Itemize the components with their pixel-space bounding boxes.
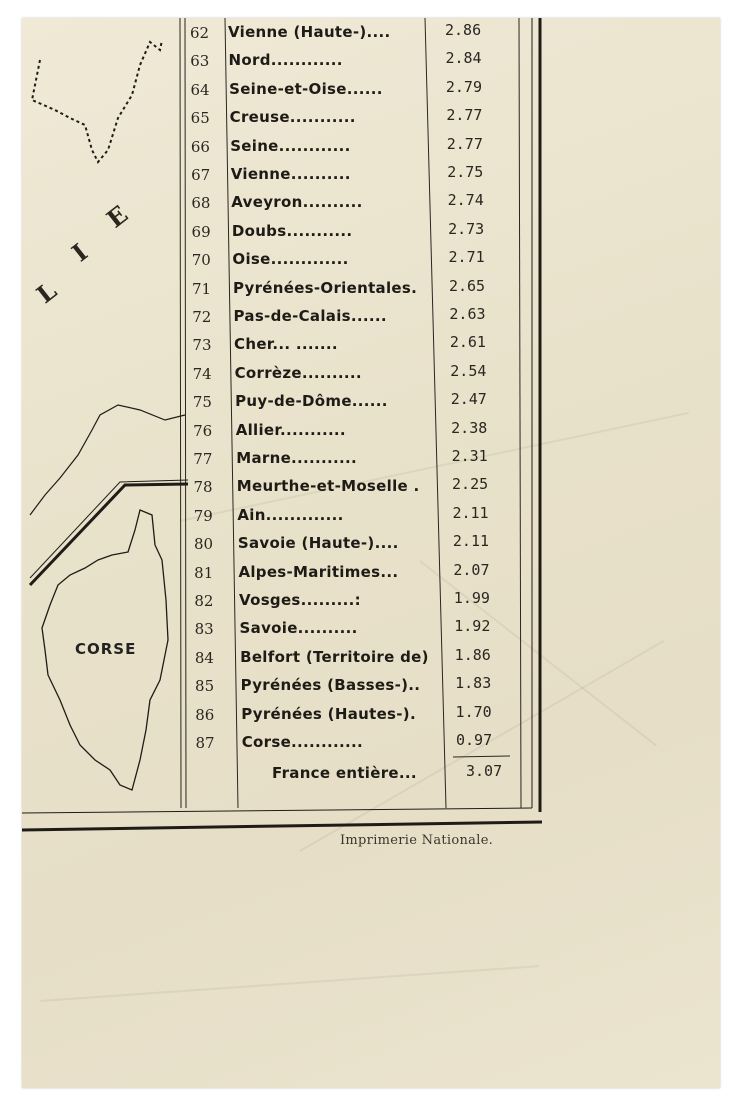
row-value: 2.47 [450,390,487,409]
row-value: 2.54 [450,361,487,380]
row-department-name: Allier........... [235,420,346,439]
row-value: 0.97 [456,731,493,749]
row-department-name: Vienne.......... [230,165,351,183]
row-rank: 67 [191,166,211,184]
row-department-name: Pyrénées (Hautes-). [241,704,416,723]
row-department-name: Doubs........... [231,221,353,240]
row-rank: 71 [191,279,212,298]
row-department-name: Aveyron.......... [231,193,363,212]
row-rank: 76 [193,421,213,440]
row-department-name: Oise............. [232,250,349,269]
row-rank: 82 [194,592,214,610]
row-value: 2.61 [449,333,486,352]
row-department-name: Pyrénées (Basses-).. [240,676,421,695]
row-rank: 80 [193,535,214,554]
row-department-name: Savoie.......... [239,619,358,638]
row-department-name: Nord............ [228,51,343,70]
row-value: 2.79 [445,77,482,96]
row-value: 1.86 [454,645,491,664]
row-department-name: Seine-et-Oise...... [229,79,383,98]
row-rank: 64 [190,80,210,99]
row-value: 1.83 [455,674,492,693]
row-value: 1.92 [454,617,491,636]
total-value: 3.07 [466,762,503,780]
row-value: 2.11 [452,532,490,551]
row-value: 2.63 [449,305,486,323]
map-label-italie-letter: I [66,237,93,268]
row-value: 2.86 [445,21,482,39]
row-department-name: Savoie (Haute-).... [237,534,399,553]
row-department-name: Pyrénées-Orientales. [232,278,418,297]
row-value: 2.74 [447,191,484,210]
row-value: 1.70 [455,702,492,721]
map-label-corse: CORSE [75,640,137,658]
row-department-name: Pas-de-Calais...... [233,307,387,325]
row-rank: 70 [191,251,211,270]
row-department-name: Marne........... [236,449,358,467]
row-department-name: Corse............ [241,733,364,751]
row-value: 2.73 [448,219,485,238]
row-rank: 85 [195,677,215,696]
total-label: France entière... [272,764,417,782]
row-department-name: Creuse........... [229,108,356,127]
row-value: 2.75 [447,163,484,181]
row-value: 2.77 [446,106,483,125]
row-department-name: Vosges.........: [239,591,361,609]
row-department-name: Ain............. [237,505,344,524]
row-value: 2.38 [451,418,488,437]
row-department-name: Alpes-Maritimes... [238,562,399,581]
row-rank: 81 [194,563,214,582]
map-label-italie-letter: L [30,275,63,310]
row-rank: 66 [190,137,210,156]
row-rank: 65 [190,109,210,128]
row-value: 2.25 [452,475,489,494]
row-value: 2.84 [445,49,482,68]
row-department-name: Corrèze.......... [234,363,362,382]
row-department-name: Puy-de-Dôme...... [235,392,388,411]
row-rank: 73 [192,336,212,355]
row-value: 2.11 [452,503,489,522]
row-rank: 79 [193,506,213,525]
row-value: 2.31 [451,447,488,465]
row-rank: 68 [191,194,211,213]
row-rank: 77 [193,450,213,468]
row-rank: 84 [194,648,214,667]
row-department-name: Cher... ....... [234,335,338,354]
row-department-name: Seine............ [230,136,351,155]
row-rank: 74 [192,364,212,383]
row-value: 2.71 [448,248,485,267]
row-value: 2.65 [448,276,486,295]
row-value: 1.99 [453,589,490,607]
row-value: 2.77 [446,134,483,153]
row-rank: 78 [193,478,213,497]
row-rank: 83 [194,620,214,639]
row-rank: 69 [191,222,211,241]
row-department-name: Belfort (Territoire de) [240,647,429,666]
row-value: 2.07 [453,560,490,579]
row-rank: 62 [190,24,210,42]
row-department-name: Vienne (Haute-).... [228,23,391,41]
row-rank: 75 [192,393,212,412]
map-label-italie-letter: E [101,199,134,234]
printer-imprint: Imprimerie Nationale. [340,833,494,848]
row-rank: 72 [192,308,212,326]
row-rank: 86 [195,705,215,724]
row-rank: 87 [195,734,215,752]
row-rank: 63 [190,52,210,71]
row-department-name: Meurthe-et-Moselle . [236,477,420,496]
